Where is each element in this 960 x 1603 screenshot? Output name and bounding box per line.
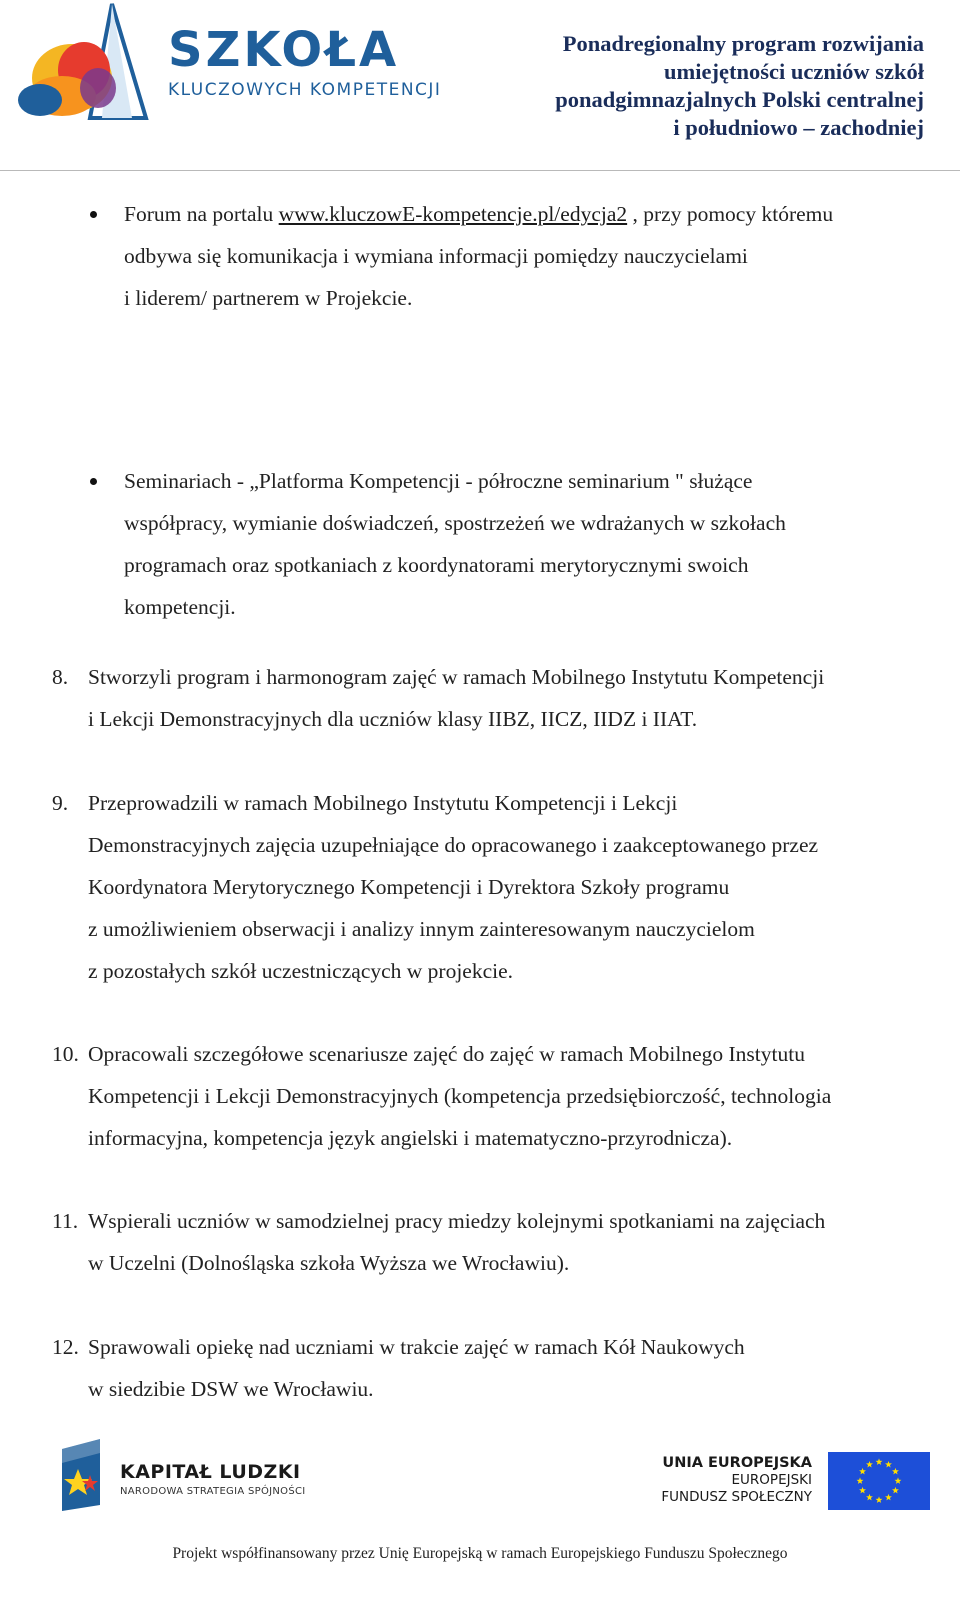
list-item-8 (88, 656, 824, 740)
logo-title: SZKOŁA (168, 22, 400, 78)
text-line: Stworzyli program i harmonogram zajęć w ramach Mobilnego Instytutu Kompetencji (88, 665, 825, 689)
footer-note: Projekt współfinansowany przez Unię Europejską w ramach Europejskiego Funduszu Społecznego (172, 1545, 788, 1562)
text-line: Opracowali szczegółowe scenariusze zajęć do zajęć w ramach Mobilnego Instytutu (88, 1042, 805, 1066)
eu-fund-text (661, 1455, 812, 1506)
school-logo-text (168, 22, 442, 100)
bullet-icon (90, 211, 97, 218)
program-line: Ponadregionalny program rozwijania (562, 31, 924, 56)
item-number: 9. (52, 791, 69, 815)
eu-line: FUNDUSZ SPOŁECZNY (661, 1489, 812, 1505)
text-line: Przeprowadzili w ramach Mobilnego Instytutu Kompetencji i Lekcji (88, 791, 678, 815)
bullet-item-forum (124, 193, 833, 319)
bullet-item-seminars (124, 460, 786, 628)
text-line: i liderem/ partnerem w Projekcie. (124, 286, 413, 310)
eu-flag-icon (828, 1452, 930, 1510)
list-item-10 (88, 1033, 831, 1159)
list-item-12 (88, 1326, 745, 1410)
text-line: kompetencji. (124, 595, 236, 619)
kapital-ludzki-text (120, 1461, 306, 1497)
text-line: z pozostałych szkół uczestniczących w projekcie. (88, 959, 514, 983)
list-item-11 (88, 1200, 825, 1284)
text-line: Sprawowali opiekę nad uczniami w trakcie zajęć w ramach Kół Naukowych (88, 1335, 745, 1359)
kl-title: KAPITAŁ LUDZKI (120, 1461, 301, 1483)
eu-title: UNIA EUROPEJSKA (662, 1455, 812, 1471)
program-line: i południowo – zachodniej (673, 115, 924, 140)
text-line: i Lekcji Demonstracyjnych dla uczniów klasy IIBZ, IICZ, IIDZ i IIAT. (88, 707, 698, 731)
text-line: programach oraz spotkaniach z koordynatorami merytorycznymi swoich (124, 553, 749, 577)
logo-subtitle: KLUCZOWYCH KOMPETENCJI (168, 80, 442, 100)
text-line: Seminariach - „Platforma Kompetencji - półroczne seminarium " służące (124, 469, 753, 493)
program-title (555, 30, 924, 142)
program-line: umiejętności uczniów szkół (664, 59, 924, 84)
program-line: ponadgimnazjalnych Polski centralnej (555, 87, 924, 112)
text-line: informacyjna, kompetencja język angielski i matematyczno-przyrodnicza). (88, 1126, 733, 1150)
text-line: w Uczelni (Dolnośląska szkoła Wyższa we Wrocławiu). (88, 1251, 570, 1275)
list-item-9 (88, 782, 818, 992)
text-line: Koordynatora Merytorycznego Kompetencji i Dyrektora Szkoły programu (88, 875, 730, 899)
bullet-icon (90, 478, 97, 485)
item-number: 12. (52, 1335, 79, 1359)
text-line: Demonstracyjnych zajęcia uzupełniające do opracowanego i zaakceptowanego przez (88, 833, 819, 857)
text-line (124, 193, 833, 235)
header-divider (0, 170, 960, 171)
item-number: 11. (52, 1209, 79, 1233)
eu-line: EUROPEJSKI (731, 1472, 812, 1488)
text-line: w siedzibie DSW we Wrocławiu. (88, 1377, 374, 1401)
text-line: Kompetencji i Lekcji Demonstracyjnych (kompetencja przedsiębiorczość, technologia (88, 1084, 832, 1108)
text-fragment: Forum na portalu (124, 202, 279, 226)
item-number: 10. (52, 1042, 79, 1066)
kl-subtitle: NARODOWA STRATEGIA SPÓJNOŚCI (120, 1486, 306, 1497)
kapital-ludzki-logo-icon (56, 1435, 116, 1511)
text-line: Wspierali uczniów w samodzielnej pracy miedzy kolejnymi spotkaniami na zajęciach (88, 1209, 826, 1233)
text-line: współpracy, wymianie doświadczeń, spostrzeżeń we wdrażanych w szkołach (124, 511, 786, 535)
portal-link[interactable]: www.kluczowE-kompetencje.pl/edycja2 (278, 202, 628, 226)
text-line: odbywa się komunikacja i wymiana informacji pomiędzy nauczycielami (124, 244, 748, 268)
item-number: 8. (52, 665, 69, 689)
text-line: z umożliwieniem obserwacji i analizy innym zainteresowanym nauczycielom (88, 917, 755, 941)
text-fragment: , przy pomocy któremu (627, 202, 834, 226)
school-logo-icon (14, 2, 154, 126)
